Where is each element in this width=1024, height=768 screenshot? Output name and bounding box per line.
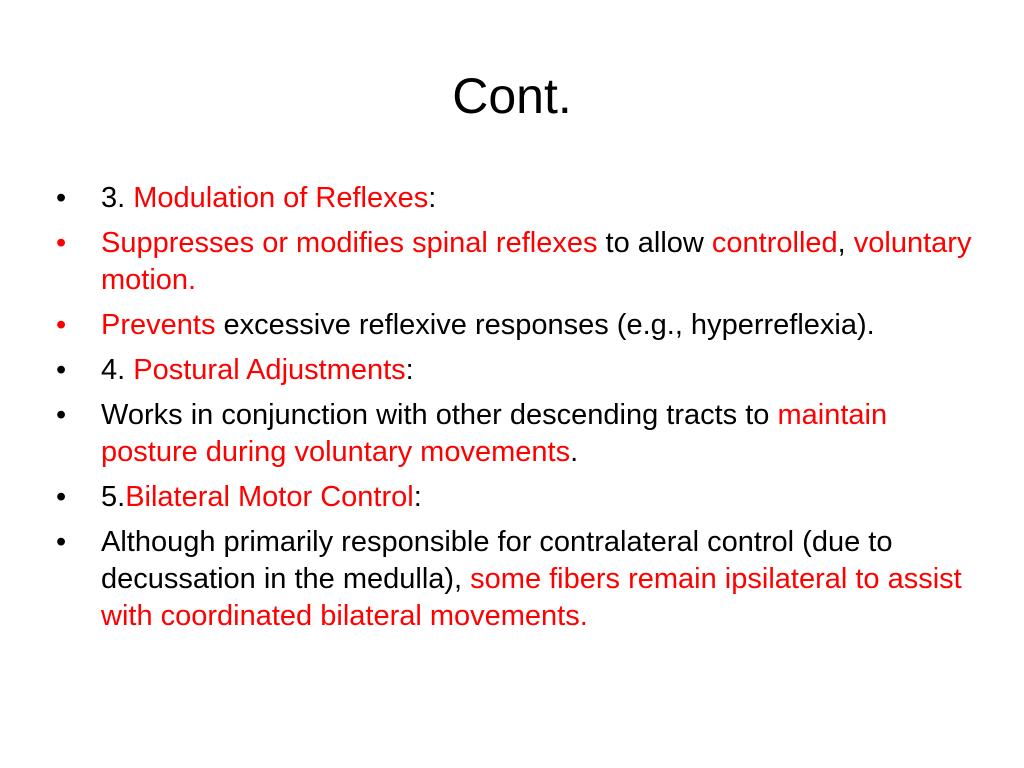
highlighted-text: maintain posture during voluntary movements — [101, 399, 888, 468]
body-text: to allow — [597, 227, 712, 259]
bullet-item — [56, 180, 976, 217]
bullet-text — [101, 399, 887, 468]
body-text: excessive reflexive responses (e.g., hyperreflexia). — [215, 309, 875, 341]
highlighted-text: Prevents — [101, 309, 216, 341]
bullet-item — [56, 479, 976, 516]
bullet-list — [56, 180, 976, 643]
body-text: 4. — [101, 354, 134, 386]
bullet-text — [101, 526, 962, 632]
body-text: 3. — [101, 182, 134, 214]
bullet-dot-icon: • — [56, 227, 67, 259]
body-text: 5. — [101, 481, 126, 513]
bullet-dot-icon: • — [56, 526, 67, 558]
body-text: : — [413, 481, 422, 513]
highlighted-text: Bilateral Motor Control — [125, 481, 414, 513]
bullet-item — [56, 352, 976, 389]
highlighted-text: Suppresses or modifies spinal reflexes — [101, 227, 598, 259]
bullet-text — [101, 182, 436, 214]
bullet-text — [101, 481, 422, 513]
bullet-item — [56, 307, 976, 344]
bullet-dot-icon: • — [56, 399, 67, 431]
bullet-dot-icon: • — [56, 309, 67, 341]
bullet-text — [101, 227, 971, 296]
body-text: , — [837, 227, 854, 259]
bullet-dot-icon: • — [56, 481, 67, 513]
bullet-item — [56, 225, 976, 299]
highlighted-text: some fibers remain ipsilateral to assist with coordinated bilateral movements. — [101, 563, 962, 632]
slide-title: Cont. — [452, 68, 572, 124]
highlighted-text: Modulation of Reflexes — [133, 182, 429, 214]
bullet-item — [56, 524, 976, 635]
body-text: Works in conjunction with other descending tracts to — [101, 399, 778, 431]
bullet-dot-icon: • — [56, 354, 67, 386]
bullet-dot-icon: • — [56, 182, 67, 214]
highlighted-text: voluntary motion. — [101, 227, 972, 296]
body-text: : — [428, 182, 437, 214]
bullet-text — [101, 354, 414, 386]
bullet-text — [101, 309, 875, 341]
bullet-item — [56, 397, 976, 471]
body-text: . — [570, 436, 579, 468]
body-text: : — [405, 354, 414, 386]
body-text: Although primarily responsible for contralateral control (due to decussation in the medulla), — [101, 526, 893, 595]
highlighted-text: controlled — [711, 227, 838, 259]
highlighted-text: Postural Adjustments — [133, 354, 406, 386]
